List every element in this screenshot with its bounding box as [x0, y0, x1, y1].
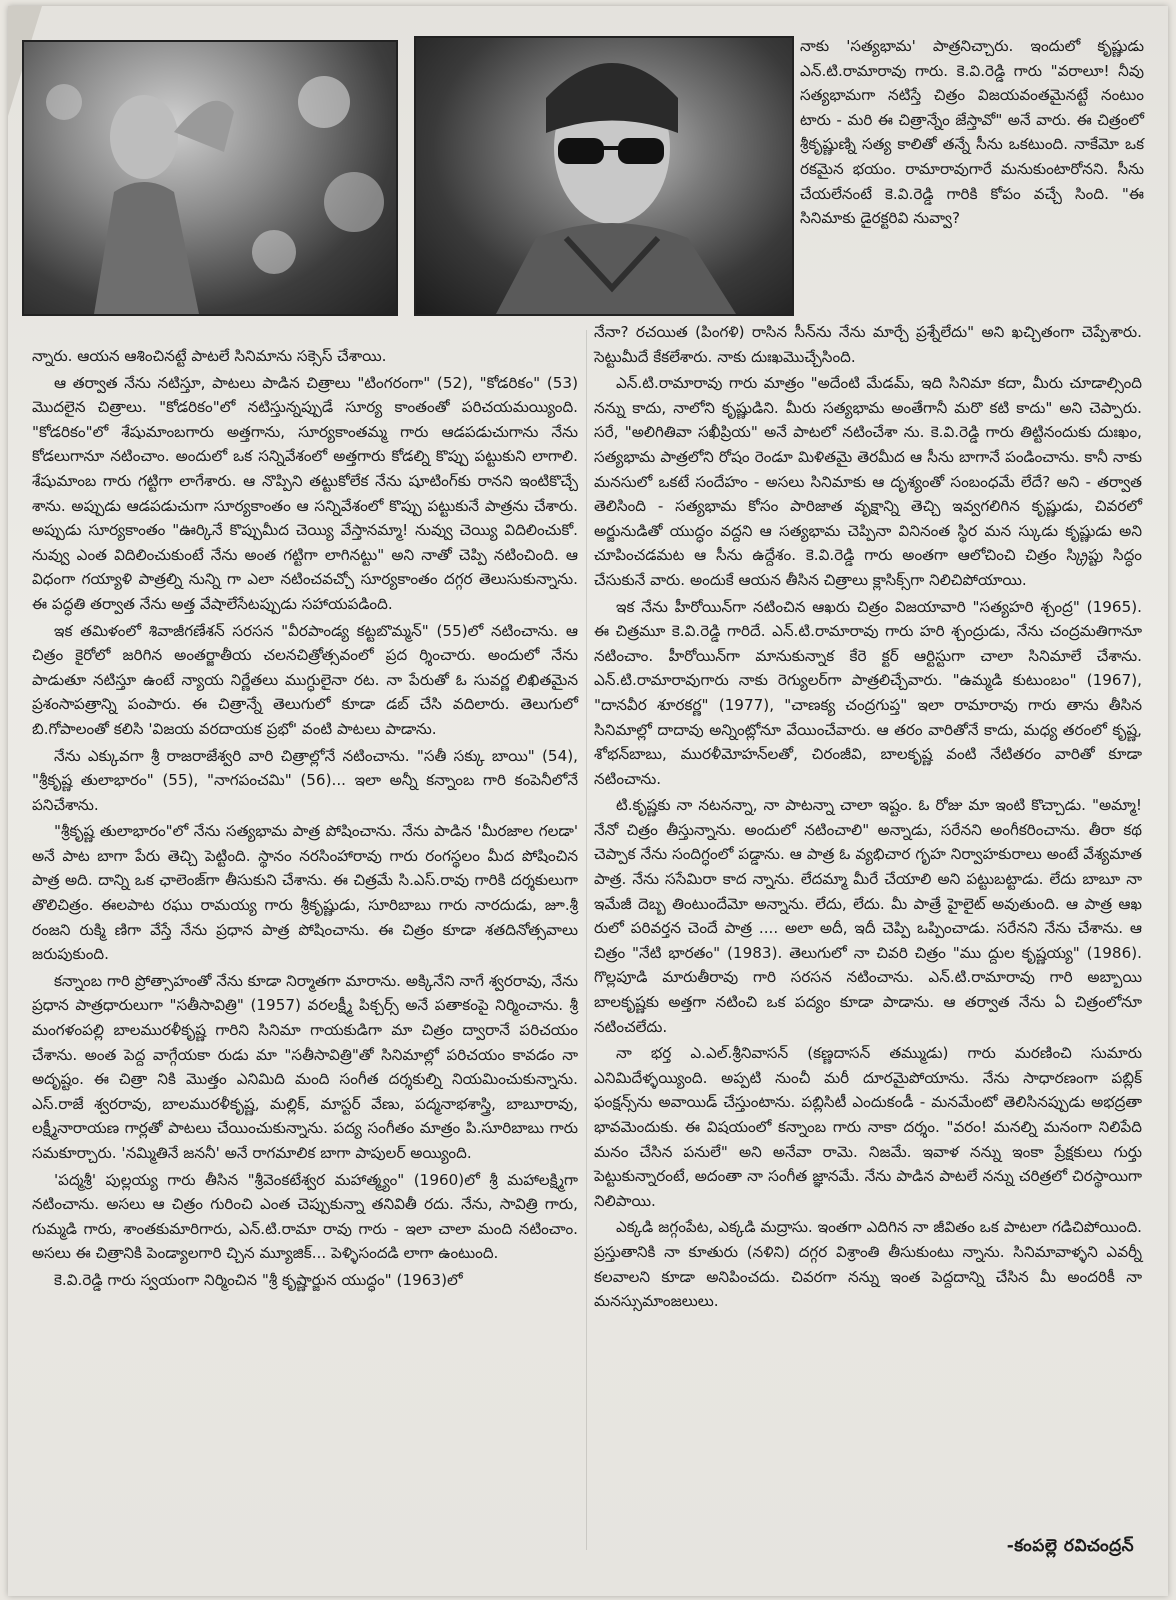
paragraph: నేను ఎక్కువగా శ్రీ రాజరాజేశ్వరి వారి చిత్రాల్లోనే నటించాను. "సతీ సక్కు బాయి" (54), "శ్రీకృష్ణ తులాభారం" (55), "నాగపంచమి" (56)... ఇలా అన్నీ కన్నాంబ గారి కంపెనీలోనే పనిచేశాను. — [32, 746, 578, 814]
paragraph: నేనా? రచయిత (పింగళి) రాసిన సీన్‌ను నేను మార్చే ప్రశ్నేలేదు" అని ఖచ్చితంగా చెప్పేశారు. సెట్టుమీదే కేకలేశారు. నాకు దుఃఖమొచ్చేసింది. — [594, 323, 1142, 366]
paragraph: 'పద్మశ్రీ' పుల్లయ్య గారు తీసిన "శ్రీవెంకటేశ్వర మహాత్మ్యం" (1960)లో శ్రీ మహాలక్ష్మిగా నటించాను. అసలు ఆ చిత్రం గురించి ఎంత చెప్పుకున్నా తనివితీ రదు. నేను, సావిత్రి గారు, గుమ్మడి గారు, శాంతకుమారిగారు, ఎన్.టి.రామా రావు గారు - ఇలా చాలా మంది నటించాం. అసలు ఈ చిత్రానికి పెండ్యాలగారి చ్చిన మ్యూజిక్... పెళ్ళిసందడి లాగా ఉంటుంది. — [32, 1170, 578, 1263]
photo-actress-garden-art — [24, 42, 396, 314]
paragraph: నా భర్త ఎ.ఎల్.శ్రీనివాసన్ (కణ్ణదాసన్ తమ్ముడు) గారు మరణించి సుమారు ఎనిమిదేళ్ళయ్యింది. అప్పటి నుంచీ మరీ దూరమైపోయాను. నేను సాధారణంగా పబ్లిక్ ఫంక్షన్స్‌ను అవాయిడ్ చేస్తుంటాను. పబ్లిసిటీ ఎందుకండీ - మనమేంటో తెలిసినప్పుడు అభద్రతా భావమెందుకు. ఈ విషయంలో కన్నాంబ గారు నాకా దర్శం. "వరం! మనల్ని మనంగా నిలిపేది మనం చేసిన పనులే" అని అనేవా రామె. నిజమే. ఇవాళ నన్ను ఇంకా ప్రేక్షకులు గుర్తు పెట్టుకున్నారంటే, అదంతా నా సంగీత జ్ఞానమే. నేను పాడిన పాటలే నన్ను చరిత్రలో చిరస్థాయిగా నిలిపాయి. — [594, 1044, 1142, 1210]
paragraph: ఎక్కడి జగ్గంపేట, ఎక్కడి మద్రాసు. ఇంతగా ఎదిగిన నా జీవితం ఒక పాటలా గడిచిపోయింది. ప్రస్తుతానికి నా కూతురు (నళిని) దగ్గర విశ్రాంతి తీసుకుంటు న్నాను. సినిమావాళ్ళని ఎవర్నీ కలవాలని కూడా అనిపించదు. చివరగా నన్ను ఇంత పెద్దదాన్ని చేసిన మీ అందరికీ నా మనస్సుమాంజలులు. — [594, 1218, 1142, 1311]
paragraph: న్నారు. ఆయన ఆశించినట్టే పాటలే సినిమాను సక్సెస్ చేశాయి. — [32, 347, 387, 365]
article-column-left — [32, 344, 578, 1295]
photo-actress-sunglasses — [414, 36, 794, 316]
article-column-right — [594, 320, 1142, 1316]
column-divider — [586, 330, 587, 1550]
paragraph: కన్నాంబ గారి ప్రోత్సాహంతో నేను కూడా నిర్మాతగా మారాను. అక్కినేని నాగే శ్వరరావు, నేను ప్రధాన పాత్రధారులుగా "సతీసావిత్రి" (1957) వరలక్ష్మీ పిక్చర్స్ అనే పతాకంపై నిర్మించాను. శ్రీ మంగళంపల్లి బాలమురళీకృష్ణ గారిని సినిమా గాయకుడిగా మా చిత్రం ద్వారానే పరిచయం చేశాను. అంత పెద్ద వాగ్గేయకా రుడు మా "సతీసావిత్రి"తో సినిమాల్లో పరిచయం కావడం నా అదృష్టం. ఈ చిత్రా నికి మొత్తం ఎనిమిది మంది సంగీత దర్శకుల్ని నియమించుకున్నాను. ఎస్.రాజే శ్వరరావు, బాలమురళీకృష్ణ, మల్లిక్, మాస్టర్ వేణు, పద్మనాభశాస్త్రి, బాబూరావు, లక్ష్మీనారాయణ గార్లతో పాటలు చేయించుకున్నాను. పద్య సంగీతం మాత్రం పి.సూరిబాబు గారు సమకూర్చారు. 'నమ్మితినే జననీ' అనే రాగమాలిక బాగా పాపులర్ అయ్యింది. — [32, 971, 578, 1162]
paragraph: ఇక తమిళంలో శివాజీగణేశన్ సరసన "వీరపాండ్య కట్టబొమ్మన్" (55)లో నటించాను. ఆ చిత్రం కైరోలో జరిగిన అంతర్జాతీయ చలనచిత్రోత్సవంలో ప్రద ర్శించారు. అందులో నేను పాడుతూ నటిస్తూ ఉంటే న్యాయ నిర్ణేతలు ముగ్ధులైనా రట. నా పేరుతో ఓ సువర్ణ లిఖితమైన ప్రశంసాపత్రాన్ని పంపారు. ఈ చిత్రాన్నే తెలుగులో కూడా డబ్ చేసి వదిలారు. తెలుగులో బి.గోపాలంతో కలిసి 'విజయ వరదాయక ప్రభో' వంటి పాటలు పాడాను. — [32, 621, 578, 738]
paragraph: ఎన్.టి.రామారావు గారు మాత్రం "అదేంటి మేడమ్, ఇది సినిమా కదా, మీరు చూడాల్సింది నన్ను కాదు, నాలోని కృష్ణుడిని. మీరు సత్యభామ అంతేగానీ మరొ కటి కాదు" అని చెప్పారు. సరే, "అలిగితివా సఖీప్రియ" అనే పాటలో నటించేశా ను. కె.వి.రెడ్డి గారు తిట్టినందుకు దుఃఖం, సత్యభామ పాత్రలోని రోషం రెండూ మిళితమై తెరమీద ఆ సీను బాగానే పండించాను. కానీ నాకు మనసులో ఒకటే సందేహం - అసలు సినిమాకు ఆ దృశ్యంతో సంబంధమే లేదే? అని - తర్వాత తెలిసింది - సత్యభామ కోసం పారిజాత వృక్షాన్ని తెచ్చి ఇవ్వగలిగిన కృష్ణుడు, చివరలో అర్జునుడితో యుద్ధం వద్దని ఆ సత్యభామ చెప్పినా వినినంత స్థిర మన స్కుడు కృష్ణుడు అని చూపించడమట ఆ సీను ఉద్దేశం. కె.వి.రెడ్డి గారు అంతగా ఆలోచించి చిత్రం స్క్రిప్టు సిద్ధం చేసుకునే వారు. అందుకే ఆయన తీసిన చిత్రాలు క్లాసిక్స్‌గా నిలిచిపోయాయి. — [594, 374, 1142, 589]
paragraph: టి.కృష్ణకు నా నటనన్నా, నా పాటన్నా చాలా ఇష్టం. ఓ రోజు మా ఇంటి కొచ్చాడు. "అమ్మా! నేనో చిత్రం తీస్తున్నాను. అందులో నటించాలి" అన్నాడు, సరేనని అంగీకరించాను. తీరా కథ చెప్పాక నేను సందిగ్ధంలో పడ్డాను. ఆ పాత్ర ఓ వ్యభిచార గృహ నిర్వాహకురాలు అంటే వేశ్యమాత పాత్ర. నేను ససేమిరా కాద న్నాను. లేదమ్మా మీరే చేయాలి అని పట్టుబట్టాడు. లేదు బాబూ నా ఇమేజీ దెబ్బ తింటుందేమో అన్నాను. లేదు, లేదు. మీ పాత్రే హైలైట్ అవుతుంది. ఆ పాత్ర ఆఖ రులో పరివర్తన చెందే పాత్ర .... అలా అదీ, ఇదీ చెప్పి ఒప్పించాడు. సరేనని నేను చేశాను. ఆ చిత్రం "నేటి భారతం" (1983). తెలుగులో నా చివరి చిత్రం "ము ద్దుల కృష్ణయ్య" (1986). గొల్లపూడి మారుతీరావు గారి సరసన నటించాను. ఎన్.టి.రామారావు గారి అబ్బాయి బాలకృష్ణకు అత్తగా నటించి ఒక పద్యం కూడా పాడాను. ఆ తర్వాత నేను ఏ చిత్రంలోనూ నటించలేదు. — [594, 796, 1142, 1036]
photo-actress-garden — [22, 40, 398, 316]
paragraph: ఆ తర్వాత నేను నటిస్తూ, పాటలు పాడిన చిత్రాలు "టింగరంగా" (52), "కోడరికం" (53) మొదలైన చిత్రాలు. "కోడరికం"లో నటిస్తున్నప్పుడే సూర్య కాంతంతో పరిచయమయ్యింది. "కోడరికం"లో శేషుమాంబగారు అత్తగాను, సూర్యకాంతమ్మ గారు ఆడపడుచుగాను నేను కోడలుగానూ నటించాం. అందులో ఒక సన్నివేశంలో అత్తగారు కోడల్ని కొప్పు పట్టుకుని లాగాలి. శేషుమాంబ గారు గట్టిగా లాగేశారు. ఆ నొప్పిని తట్టుకోలేక నేను షూటింగ్‌కు రానని ఇంటికొచ్చే శాను. అప్పుడు ఆడపడుచుగా సూర్యకాంతం ఆ సన్నివేశంలో కొప్పు పట్టుకునే పాత్రను చేశారు. అప్పుడు సూర్యకాంతం "ఊర్కినే కొప్పుమీద చెయ్యి వేస్తానమ్మా! నువ్వు చెయ్యి విదిలించుకో. నువ్వు ఎంత విదిలించుకుంటే నేను అంత గట్టిగా లాగినట్టు" అని నాతో చెప్పి నటించింది. ఆ విధంగా గయ్యాళి పాత్రల్ని నున్ని గా ఎలా నటించవచ్చో సూర్యకాంతం దగ్గర తెలుసుకున్నాను. ఈ పద్ధతి తర్వాత నేను అత్త వేషాలేసేటప్పుడు సహాయపడింది. — [32, 373, 578, 613]
article-column-top-right — [800, 34, 1144, 233]
paragraph: నాకు 'సత్యభామ' పాత్రనిచ్చారు. ఇందులో కృష్ణుడు ఎన్.టి.రామారావు గారు. కె.వి.రెడ్డి గారు "వరాలూ! నీవు సత్యభామగా నటిస్తే చిత్రం విజయవంతమైనట్టే నంటుం టారు - మరి ఈ చిత్రాన్నేం జేస్తావో" అనే వారు. ఈ చిత్రంలో శ్రీకృష్ణుణ్ని సత్య కాలితో తన్నే సీను ఒకటుంది. నాకేమో ఒక రకమైన భయం. రామారావుగారే మనుకుంటారోనని. సీను చేయలేనంటే కె.వి.రెడ్డి గారికి కోపం వచ్చే సింది. "ఈ సినిమాకు డైరక్టరివి నువ్వా? — [800, 37, 1144, 228]
paragraph: "శ్రీకృష్ణ తులాభారం"లో నేను సత్యభామ పాత్ర పోషించాను. నేను పాడిన 'మీరజాల గలడా' అనే పాట బాగా పేరు తెచ్చి పెట్టింది. స్థానం నరసింహారావు గారు రంగస్థలం మీద పోషించిన పాత్ర అది. దాన్ని ఒక ఛాలెంజ్‌గా తీసుకుని చేశాను. ఈ చిత్రమే సి.ఎస్.రావు గారికి దర్శకులుగా తొలిచిత్రం. ఈలపాట రఘు రామయ్య గారు శ్రీకృష్ణుడు, సూరిబాబు గారు నారదుడు, జూ.శ్రీ రంజని రుక్మి ణిగా వేస్తే నేను ప్రధాన పాత్ర పోషించాను. ఈ చిత్రం కూడా శతదినోత్సవాలు జరుపుకుంది. — [32, 822, 578, 964]
paragraph: కె.వి.రెడ్డి గారు స్వయంగా నిర్మించిన "శ్రీ కృష్ణార్జున యుద్ధం" (1963)లో — [54, 1270, 463, 1289]
paragraph: ఇక నేను హీరోయిన్‌గా నటించిన ఆఖరు చిత్రం విజయావారి "సత్యహరి శ్చంద్ర" (1965). ఈ చిత్రమూ కె.వి.రెడ్డి గారిదే. ఎన్.టి.రామారావు గారు హరి శ్చంద్రుడు, నేను చంద్రమతిగానూ నటించాం. హీరోయిన్‌గా మానుకున్నాక కేరె క్టర్ ఆర్టిస్టుగా చాలా సినిమాలే చేశాను. ఎన్.టి.రామారావుగారు నాకు రెగ్యులర్‌గా పాత్రలిచ్చేవారు. "ఉమ్మడి కుటుంబం" (1967), "దానవీర శూరకర్ణ" (1977), "చాణక్య చంద్రగుప్త" ఇలా రామారావు గారు తాను తీసిన సినిమాల్లో దాదావు అన్నింట్లోనూ వేయించేవారు. ఆ తరం వారితోనే కాదు, మధ్య తరంలో కృష్ణ, శోభన్‌బాబు, మురళీమోహన్‌లతో, చిరంజీవి, బాలకృష్ణ వంటి నేటితరం వారితో కూడా నటించాను. — [594, 597, 1142, 788]
author-signature: -కంపల్లె రవిచంద్రన్ — [1006, 1536, 1134, 1556]
photo-actress-sunglasses-art — [416, 38, 792, 314]
